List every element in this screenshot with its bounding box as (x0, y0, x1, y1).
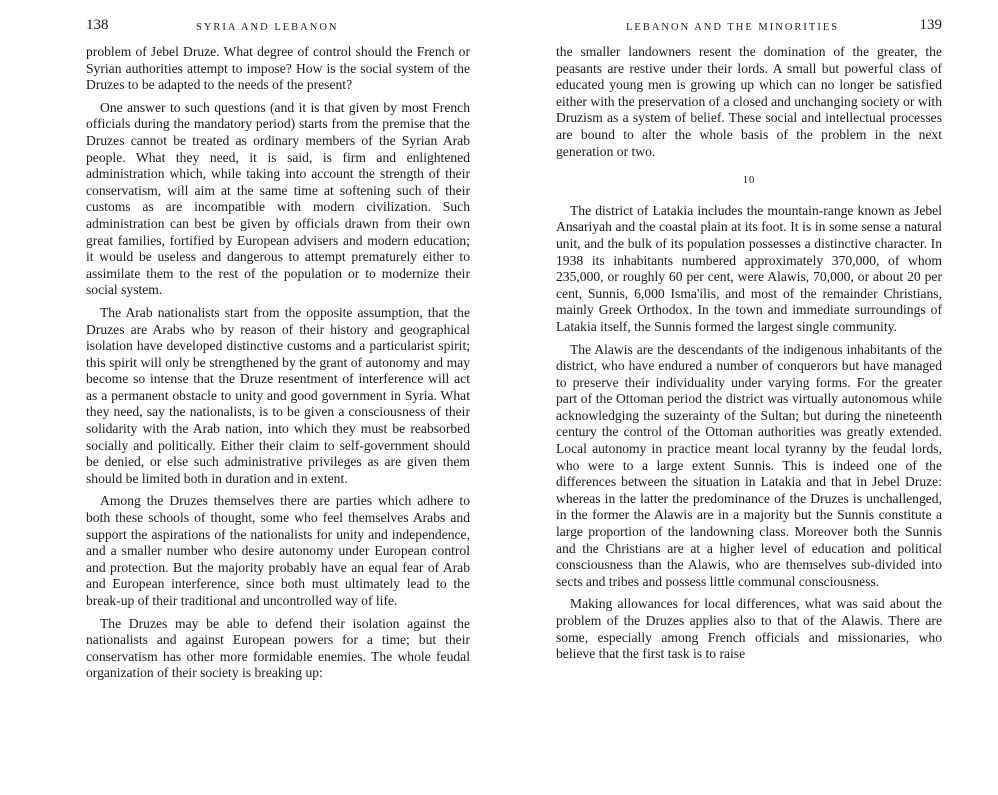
right-running-title: LEBANON AND THE MINORITIES (626, 22, 840, 33)
left-page (86, 17, 470, 688)
left-running-title: SYRIA AND LEBANON (196, 22, 339, 33)
paragraph: The Alawis are the descendants of the indigenous inhabitants of the district, who have endured a number of conquerors but have managed to preserve their individuality under varying forms. For the greater part of the Ottoman period the district was virtually autonomous while acknowledging the suzerainty of the Sultan; but during the nineteenth century the control of the Ottoman authorities was greatly extended. Local autonomy in practice meant local tyranny by the feudal lords, who were to a large extent Sunnis. This is indeed one of the differences between the situation in Latakia and that in Jebel Druze: whereas in the latter the predominance of the Druzes is unchallenged, in the former the Alawis are in a majority but the Sunnis constitute a large proportion of the landowning class. Moreover both the Sunnis and the Christians are at a higher level of education and political consciousness than the Alawis, who are themselves sub-divided into sects and tribes and possess little communal consciousness. (556, 341, 942, 589)
paragraph: The Arab nationalists start from the opposite assumption, that the Druzes are Arabs who by reason of their history and geographical isolation have developed distinctive customs and a particularist spirit; this spirit will only be strengthened by the grant of autonomy and may become so intense that the Druze resentment of interference will act as a permanent obstacle to unity and good government in Syria. What they need, say the nationalists, is to be given a consciousness of their solidarity with the Arab nation, into which they must be reabsorbed socially and politically. Either their claim to self-government should be denied, or else such administrative privileges as are given them should be limited both in duration and in extent. (86, 304, 470, 486)
paragraph: One answer to such questions (and it is that given by most French officials during the mandatory period) starts from the premise that the Druzes cannot be treated as ordinary members of the Syrian Arab people. What they need, it is said, is firm and enlightened administration which, while taking into account the strength of their conservatism, will aim at the same time at softening such of their customs as are incompatible with modern civilization. Such administration can best be given by officials drawn from their own great families, fortified by European advisers and modern education; it would be useless and dangerous to attempt prematurely either to assimilate them to the rest of the population or to modernize their social system. (86, 99, 470, 298)
paragraph: The district of Latakia includes the mountain-range known as Jebel Ansariyah and the coastal plain at its foot. It is in some sense a natural unit, and the bulk of its population possesses a distinctive character. In 1938 its inhabitants numbered approximately 370,000, of whom 235,000, or roughly 60 per cent, were Alawis, 70,000, or about 20 per cent, Sunnis, 6,000 Isma'ilis, and most of the remainder Christians, mainly Greek Orthodox. In the town and immediate surroundings of Latakia itself, the Sunnis formed the largest single community. (556, 202, 942, 334)
right-running-head (556, 17, 942, 44)
left-body-text (86, 44, 470, 682)
paragraph: the smaller landowners resent the domination of the greater, the peasants are restive under their lords. A small but powerful class of educated young men is growing up which can no longer be satisfied either with the preservation of a closed and unchanging society or with Druzism as a system of belief. These social and intellectual processes are bound to alter the whole basis of the problem in the next generation or two. (556, 44, 942, 159)
paragraph: problem of Jebel Druze. What degree of control should the French or Syrian authorities attempt to impose? How is the social system of the Druzes to be adapted to the needs of the present? (86, 44, 470, 93)
left-running-head (86, 17, 470, 44)
paragraph: Making allowances for local differences, what was said about the problem of the Druzes applies also to that of the Alawis. There are some, especially among French officials and missionaries, who believe that the first task is to raise (556, 596, 942, 662)
paragraph: The Druzes may be able to defend their isolation against the nationalists and against European powers for a time; but their conservatism has other more formidable enemies. The whole feudal organization of their society is breaking up: (86, 615, 470, 681)
right-page-number: 139 (919, 17, 942, 33)
right-page (556, 17, 942, 669)
section-number: 10 (742, 175, 756, 187)
right-body-text (556, 44, 942, 663)
left-page-number: 138 (86, 17, 109, 33)
paragraph: Among the Druzes themselves there are parties which adhere to both these schools of thought, some who feel themselves Arabs and support the aspirations of the nationalists for unity and independence, and a smaller number who desire autonomy under European control and protection. But the majority probably have an equal fear of Arab and European interference, since both must ultimately lead to the break-up of their traditional and uncontrolled way of life. (86, 493, 470, 608)
